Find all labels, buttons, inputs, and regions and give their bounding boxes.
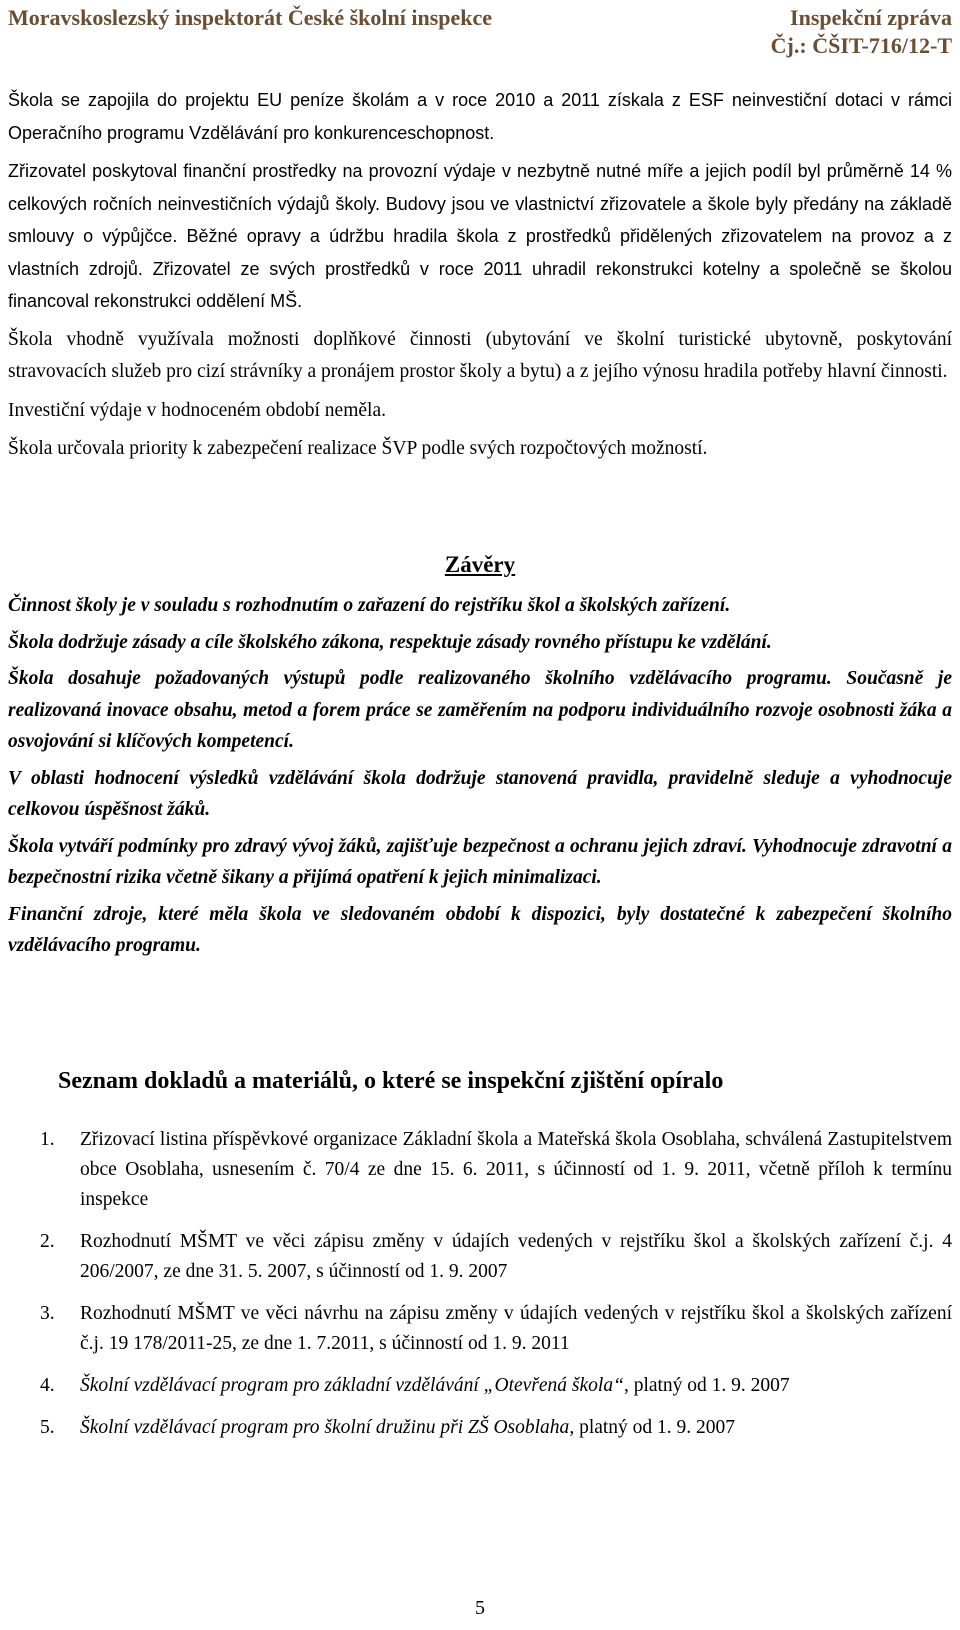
conclusion-item: Škola dodržuje zásady a cíle školského zákona, respektuje zásady rovného přístupu ke vzdělání. (8, 631, 772, 653)
header-report-info (771, 4, 952, 60)
document-number: 5. (40, 1417, 55, 1438)
conclusion-item: V oblasti hodnocení výsledků vzdělávání škola dodržuje stanovená pravidla, pravidelně sleduje a vyhodnocuje celkovou úspěšnost žáků. (8, 767, 952, 820)
document-text: , platný od 1. 9. 2007 (569, 1417, 736, 1438)
document-text: , platný od 1. 9. 2007 (623, 1375, 790, 1396)
paragraph: Investiční výdaje v hodnoceném období neměla. (8, 399, 386, 421)
paragraph: Škola vhodně využívala možnosti doplňkové činnosti (ubytování ve školní turistické ubytovně, poskytování stravovacích služeb pro cizí strávníky a pronájem prostor školy a bytu) a z jejího výnosu hradila potřeby hlavní činnosti. (8, 328, 952, 382)
document-title: Školní vzdělávací program pro základní vzdělávání „Otevřená škola“ (80, 1375, 624, 1396)
document-item (40, 1125, 952, 1215)
document-number: 1. (40, 1129, 55, 1150)
document-text: Zřizovací listina příspěvkové organizace Základní škola a Mateřská škola Osoblaha, schválená Zastupitelstvem obce Osoblaha, usnesením č. 70/4 ze dne 15. 6. 2011, s účinností od 1. 9. 2011, včetně příloh k termínu inspekce (80, 1129, 952, 1210)
document-title: Školní vzdělávací program pro školní družinu při ZŠ Osoblaha (80, 1417, 570, 1438)
page-number: 5 (475, 1597, 485, 1619)
conclusions-heading: Závěry (444, 552, 516, 577)
conclusions-list (8, 590, 952, 967)
document-item (40, 1227, 952, 1287)
conclusion-item: Činnost školy je v souladu s rozhodnutím o zařazení do rejstříku škol a školských zařízení. (8, 595, 731, 616)
document-item (40, 1413, 952, 1443)
page-header (8, 4, 952, 62)
document-item (40, 1299, 952, 1359)
document-number: 3. (40, 1303, 55, 1324)
document-text: Rozhodnutí MŠMT ve věci návrhu na zápisu změny v údajích vedených v rejstříku škol a školských zařízení č.j. 19 178/2011-25, ze dne 1. 7.2011, s účinností od 1. 9. 2011 (80, 1303, 952, 1354)
paragraph: Zřizovatel poskytoval finanční prostředky na provozní výdaje v nezbytně nutné míře a jejich podíl byl průměrně 14 % celkových ročních neinvestičních výdajů školy. Budovy jsou ve vlastnictví zřizovatele a škole byly předány na základě smlouvy o výpůjčce. Běžné opravy a údržbu hradila škola z prostředků přidělených zřizovatelem na provoz a z vlastních zdrojů. Zřizovatel ze svých prostředků v roce 2011 uhradil rekonstrukci kotelny a společně se školou financoval rekonstrukci oddělení MŠ. (8, 161, 952, 311)
document-number: 2. (40, 1231, 55, 1252)
paragraph: Škola určovala priority k zabezpečení realizace ŠVP podle svých rozpočtových možností. (8, 438, 708, 459)
document-number: 4. (40, 1375, 55, 1396)
header-institution: Moravskoslezský inspektorát České školní inspekce (8, 5, 493, 30)
conclusion-item: Škola vytváří podmínky pro zdravý vývoj žáků, zajišťuje bezpečnost a ochranu jejich zdraví. Vyhodnocuje zdravotní a bezpečnostní rizika včetně šikany a přijímá opatření k jejich minimalizaci. (8, 835, 952, 888)
conclusion-item: Finanční zdroje, které měla škola ve sledovaném období k dispozici, byly dostatečné k zabezpečení školního vzdělávacího programu. (8, 903, 952, 956)
documents-list (40, 1125, 952, 1455)
header-reference-number: Čj.: ČŠIT-716/12-T (770, 33, 952, 58)
finance-section (8, 84, 952, 472)
document-item (40, 1371, 952, 1401)
header-report-title: Inspekční zpráva (790, 5, 952, 30)
document-text: Rozhodnutí MŠMT ve věci zápisu změny v údajích vedených v rejstříku škol a školských zařízení č.j. 4 206/2007, ze dne 31. 5. 2007, s účinností od 1. 9. 2007 (80, 1231, 952, 1282)
paragraph: Škola se zapojila do projektu EU peníze školám a v roce 2010 a 2011 získala z ESF neinvestiční dotaci v rámci Operačního programu Vzdělávání pro konkurenceschopnost. (8, 90, 952, 143)
documents-heading: Seznam dokladů a materiálů, o které se inspekční zjištění opíralo (58, 1068, 724, 1094)
conclusion-item: Škola dosahuje požadovaných výstupů podle realizovaného školního vzdělávacího programu. Současně je realizovaná inovace obsahu, metod a forem práce se zaměřením na podporu individuálního rozvoje osobnosti žáka a osvojování si klíčových kompetencí. (8, 668, 952, 752)
